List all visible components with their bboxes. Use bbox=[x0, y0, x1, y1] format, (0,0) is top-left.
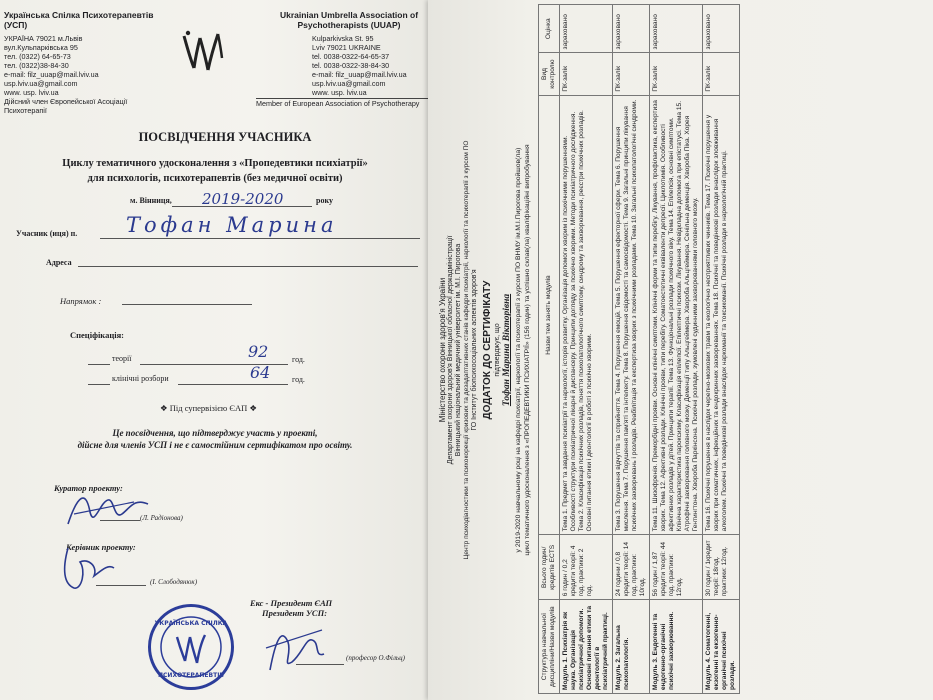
clinical-prefix-line bbox=[88, 384, 110, 385]
participant-handwritten: Тофан Марина bbox=[126, 213, 338, 237]
clinical-label: клінічні розбори bbox=[112, 374, 169, 383]
confirms-text: підтверджує, що bbox=[494, 323, 501, 377]
president-line bbox=[296, 664, 344, 665]
table-row bbox=[613, 5, 650, 694]
table-row bbox=[703, 5, 740, 694]
cycle-title: Циклу тематичного удосконалення з «Пропедевтики психіатрії» bbox=[62, 158, 368, 169]
module-hours: 24 години / 0,8 кредити теорії: 14 год. практики: 10год. bbox=[613, 535, 650, 600]
header-structure: Структура навчальної дисципліни/Назви модулів bbox=[539, 600, 560, 694]
participant-certificate-page bbox=[0, 0, 432, 700]
president-signature bbox=[262, 618, 332, 682]
appendix-title: ДОДАТОК ДО СЕРТИФІКАТУ bbox=[482, 280, 493, 420]
module-name: Модуль 2. Загальна психопатологія. bbox=[613, 600, 650, 694]
organization-stamp bbox=[148, 604, 234, 690]
city-date-row bbox=[124, 192, 364, 208]
header-grade: Оцінка bbox=[539, 5, 560, 53]
org-name-ua: Українська Спілка Психотерапевтів (УСП) bbox=[4, 10, 154, 30]
university-name: Вінницький національний медичний університет ім. М.І. Пирогова bbox=[455, 243, 462, 457]
header-control: Вид контролю bbox=[539, 53, 560, 95]
table-row bbox=[560, 5, 613, 694]
department-name: Департамент охорони здоров'я Вінницької обласної держадміністрації bbox=[447, 235, 454, 465]
president-label-2: Президент УСП: bbox=[262, 608, 328, 618]
module-grade: зараховано bbox=[613, 5, 650, 53]
curator-label: Куратор проекту: bbox=[54, 483, 123, 493]
stamp-top-text: УКРАЇНСЬКА СПІЛКА bbox=[154, 620, 228, 627]
ministry-name: Міністерство охорони здоров'я України bbox=[438, 277, 447, 423]
spec-label: Спеціфікація: bbox=[70, 330, 125, 340]
module-name: Модуль 3. Ендогенні та ендогенно-органічні психічні захворювання. bbox=[650, 600, 703, 694]
header-hours: Всього годин/ кредитів ECTS bbox=[539, 535, 560, 600]
direction-label: Напрямок : bbox=[60, 296, 102, 306]
theory-hours-handwritten: 92 bbox=[248, 342, 269, 361]
president-name: (професор О.Фільц) bbox=[346, 654, 405, 662]
curator-name: (Л. Радіонова) bbox=[140, 514, 183, 522]
address-label: Адреса bbox=[46, 258, 72, 267]
clinical-unit: год. bbox=[292, 375, 305, 384]
usp-logo bbox=[178, 28, 226, 78]
completion-text-1: у 2019-2020 навчальному році на кафедрі психіатрії, наркології та психотерапії з курсом ПО ВНМУ ім.М.І.Пирогова пройшов(ла) bbox=[515, 147, 522, 553]
module-control: ПК-залік bbox=[650, 53, 703, 95]
diamond-icon: ❖ bbox=[160, 403, 170, 413]
curator-signature bbox=[64, 484, 154, 534]
modules-table bbox=[538, 4, 740, 694]
appendix-rotated-content bbox=[430, 0, 930, 700]
module-hours: 6 годин / 0,2 кредити теорії: 4 год. практики: 2 год. bbox=[560, 535, 613, 600]
module-hours: 56 годин / 1,87 кредити теорії: 44 год. практики: 12год. bbox=[650, 535, 703, 600]
note-line-2: дійсне для членів УСП і не є самостійним сертифікатом про освіту. bbox=[77, 440, 353, 450]
table-row bbox=[650, 5, 703, 694]
manager-name: (І. Слободянюк) bbox=[150, 578, 198, 586]
supervision-line bbox=[160, 403, 257, 414]
diamond-icon: ❖ bbox=[247, 403, 258, 413]
city-label: м. Вінниця, bbox=[130, 196, 172, 205]
module-name: Модуль 4. Соматогенні, екзогенні та екзогенно-органічні психічні розлади. bbox=[703, 600, 740, 694]
center-name: Центр психодіагностики та психокорекції кризових та дезадаптативних станів кафедри психіатрії, наркології та психотерапії з курсом ПО bbox=[463, 140, 470, 560]
header-topics: Назви тем занять модулів bbox=[539, 95, 560, 535]
theory-label: теорії bbox=[112, 354, 132, 363]
theory-prefix-line bbox=[88, 364, 110, 365]
manager-line bbox=[96, 585, 146, 586]
clinical-hours-handwritten: 64 bbox=[250, 363, 271, 382]
module-hours: 30 годин / 1кредит теорії: 18год. практики: 12год. bbox=[703, 535, 740, 600]
cycle-subtitle: для психологів, психотерапевтів (без медичної освіти) bbox=[87, 173, 343, 184]
certificate-title: ПОСВІДЧЕННЯ УЧАСНИКА bbox=[138, 130, 312, 144]
stamp-bottom-text: ПСИХОТЕРАПЕВТІВ bbox=[158, 672, 224, 679]
module-topics: Тема 11. Шизофренія. Преморбідні прояви. Основні клінічні симптоми. Клінічні форми та типи перебігу. Лікування, профілактика, експертиза хворих. Тема 12. Афективні розлади. Клінічні прояви, типи перебігу. Соматоестетичні еквіваленти депресії. Циклотимія. Особливості афективних розладів у дітей. Принципи терапії. Тема 13. Функціональні розлади психічного віку. Тема 14. Епілепсія, основні симптоми. Клінічна характеристика пароксизму. Класифікація епілепсії. Епілептичні психози. Лікування. Невідкладна допомога при епістатусі. Тема 15. Атрофічні захворювання головного мозку. Деменції типу Альцгеймера. Хвороба Альцгеймера. Сенільна деменція. Хвороба Піка. Хорея Гентингтона. Хвороба Паркінсона. Психічні розлади, зумовлені судинними захворюваннями головного мозку. bbox=[650, 95, 703, 535]
institute-name: ГО Інститут біопсихосоціальних аспектів здоров'я bbox=[471, 269, 478, 431]
curator-line bbox=[100, 520, 140, 521]
module-name: Модуль 1. Психіатрія як наука. Організація психіатричної допомоги. Основні питання етики та деонтології в психіатричній практиці. bbox=[560, 600, 613, 694]
manager-signature bbox=[58, 540, 118, 596]
direction-line bbox=[122, 304, 252, 305]
president-label-1: Екс - Президент ЄАП bbox=[250, 598, 333, 608]
module-control: ПК-залік bbox=[703, 53, 740, 95]
address-line bbox=[78, 266, 418, 267]
note-line-1: Це посвідчення, що підтверджує участь у проекті, bbox=[112, 428, 318, 438]
module-grade: зараховано bbox=[560, 5, 613, 53]
module-grade: зараховано bbox=[650, 5, 703, 53]
org-contacts-en: Kulparkivska St. 95 Lviv 79021 UKRAINE tel. 0038-0322-64-65-37 tel. 0038-0322-38-84-30 e-mail: filz_uuap@mail.lviv.ua usp.lviv.ua@gmail.com www. usp. lviv.ua bbox=[312, 34, 407, 97]
module-control: ПК-залік bbox=[560, 53, 613, 95]
module-topics: Тема 1. Предмет та завдання психіатрії та наркології, історія розвитку. Організація допомоги хворим із психічними порушеннями. Особливості структури психіатричної лікарні й диспансеру. Принципи догляду за психічно хворими. Методи психіатричного дослідження. Тема 2. Класифікація психічних розладів, поняття психопатологічного симптому, синдрому та захворювання, реєстри психічних розладів. Основні питання етики і деонтології в роботі з психічно хворими. bbox=[560, 95, 613, 535]
participant-label: Учасник (иця) п. bbox=[16, 229, 78, 238]
year-handwritten: 2019-2020 bbox=[202, 190, 284, 208]
completion-text-2: цикл тематичного удосконалення з «ПРОПЕДЕВТИКИ ПСИХІАТРІЇ» (156 годин) та успішно склав(ла) кваліфікаційні випробування bbox=[524, 144, 531, 556]
year-suffix: року bbox=[316, 196, 333, 205]
org-name-en: Ukrainian Umbrella Association of Psychotherapists (UUAP) bbox=[279, 10, 419, 30]
clinical-line bbox=[178, 384, 288, 385]
theory-unit: год. bbox=[292, 355, 305, 364]
module-grade: зараховано bbox=[703, 5, 740, 53]
membership-en: Member of European Association of Psychotherapy bbox=[256, 98, 428, 108]
org-contacts-ua: УКРАЇНА 79021 м.Львів вул.Кульпарківська 95 тел. (0322) 64-65-73 тел. (0322)38-84-30 e-mail: filz_uuap@mail.lviv.ua usp.lviv.ua@gmail.com www. usp. lviv.ua Дійсний член Європейської Асоціації Психотерапії bbox=[4, 34, 128, 115]
module-control: ПК-залік bbox=[613, 53, 650, 95]
module-topics: Тема 3. Порушення відчуттів та сприйняття. Тема 4. Порушення емоцій. Тема 5. Порушення ефекторної сфери. Тема 6. Порушення мислення. Тема 7. Порушення пам'яті та інтелекту. Тема 8. Порушення свідомості та самосвідомості. Тема 9. Загальні принципи лікування психічних захворювань і розладів. Реабілітація та експертиза хворих з психічними розладами. Тема 10. Загальні психопатологічні синдроми. bbox=[613, 95, 650, 535]
supervision-text: Під супервізією ЄАП bbox=[169, 403, 248, 413]
module-topics: Тема 16. Психічні порушення в наслідок черепно-мозкових травм та екологічно несприятливих чинників. Тема 17. Психічні порушення у хворих при соматичних, інфекційних та ендокринних захворюваннях. Тема 18. Психічні та поведінкові розлади внаслідок зловживання алкоголем. Психічні та поведінкові розлади внаслідок наркоманії та токсикоманії. Психічні розлади в наркологічній практиці. bbox=[703, 95, 740, 535]
participant-line bbox=[100, 238, 420, 239]
table-header-row bbox=[539, 5, 560, 694]
manager-label: Керівник проекту: bbox=[66, 542, 136, 552]
participant-full-name: Тофан Марина Вікторівна bbox=[502, 293, 512, 407]
